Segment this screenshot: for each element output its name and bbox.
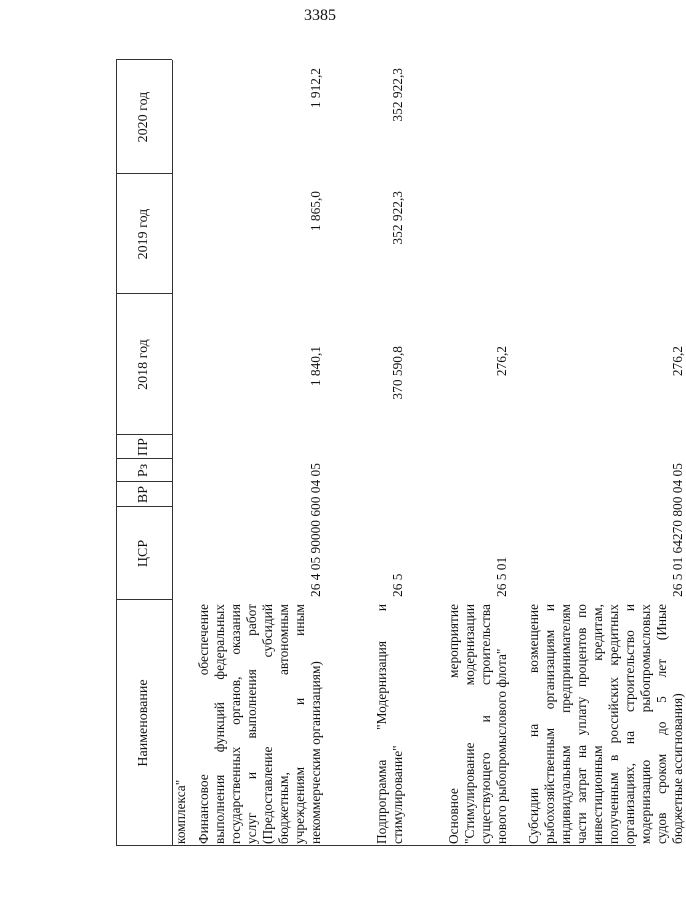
row-name-line: полученным в российских кредитных xyxy=(606,604,621,844)
row-value-2020: 352 922,3 xyxy=(390,68,405,122)
row-name xyxy=(526,604,686,844)
header-2019: 2019 год xyxy=(136,208,151,260)
row-name-line: "Стимулирование модернизации xyxy=(462,604,477,844)
header-2018: 2018 год xyxy=(136,339,151,390)
row-name-line: инвестиционным кредитам, xyxy=(590,604,605,844)
row-value-2019: 352 922,3 xyxy=(390,191,405,245)
table-left-border xyxy=(116,845,636,846)
row-name-line: рыбохозяйственным организациям и xyxy=(542,604,557,844)
row-code: 26 4 05 90000 600 04 05 xyxy=(308,463,323,597)
row-name-line: стимулирование" xyxy=(390,745,405,844)
row-name-line: Основное мероприятие xyxy=(446,604,461,844)
header-2020: 2020 год xyxy=(136,91,151,143)
row-name-line: бюджетные ассигнования) xyxy=(670,693,685,844)
row-name-line: бюджетным, автономным xyxy=(276,604,291,844)
header-vr: ВР xyxy=(136,485,151,504)
row-value-2020: 1 912,2 xyxy=(308,68,323,109)
row-value-2018: 276,2 xyxy=(494,346,509,377)
row-name-line: некоммерческим организациям) xyxy=(308,661,323,844)
row-name-line: комплекса" xyxy=(173,779,188,844)
row-name-line: судов сроком до 5 лет (Иные xyxy=(654,604,669,844)
row-name-line: государственных органов, оказания xyxy=(228,604,243,844)
row-name-line: нового рыбопромыслового флота" xyxy=(494,648,509,844)
header-csr: ЦСР xyxy=(136,539,151,568)
row-name-line: части затрат на уплату процентов по xyxy=(574,604,589,844)
header-rz: Рз xyxy=(136,463,151,478)
row-name-line: организациях, на строительство и xyxy=(622,604,637,844)
row-name xyxy=(446,604,510,844)
row-value-2019: 1 865,0 xyxy=(308,191,323,232)
row-name xyxy=(374,604,406,844)
header-pr: ПР xyxy=(136,438,151,456)
row-name-line: учреждениям и иным xyxy=(292,604,307,844)
row-name-line: Субсидии на возмещение xyxy=(526,604,541,844)
row-code: 26 5 01 xyxy=(494,556,509,597)
page-number: 3385 xyxy=(304,7,336,24)
row-name-line: выполнения функций федеральных xyxy=(212,604,227,844)
row-code: 26 5 01 64270 800 04 05 xyxy=(670,463,685,597)
row-name-line: существующего и строительства xyxy=(478,604,493,844)
row-value-2018: 1 840,1 xyxy=(308,346,323,387)
row-name xyxy=(173,604,189,844)
row-code: 26 5 xyxy=(390,573,405,597)
header-name: Наименование xyxy=(136,679,151,767)
row-name-line: индивидуальным предпринимателям xyxy=(558,604,573,844)
row-name-line: модернизацию рыбопромысловых xyxy=(638,604,653,844)
row-name-line: Подпрограмма "Модернизация и xyxy=(374,604,389,844)
row-name-line: услуг и выполнения работ xyxy=(244,604,259,844)
row-value-2018: 370 590,8 xyxy=(390,346,405,400)
budget-table xyxy=(116,60,685,846)
row-name-line: Финансовое обеспечение xyxy=(196,604,211,844)
row-name-line: (Предоставление субсидий xyxy=(260,604,275,844)
row-name xyxy=(196,604,324,844)
row-value-2018: 276,2 xyxy=(670,346,685,377)
